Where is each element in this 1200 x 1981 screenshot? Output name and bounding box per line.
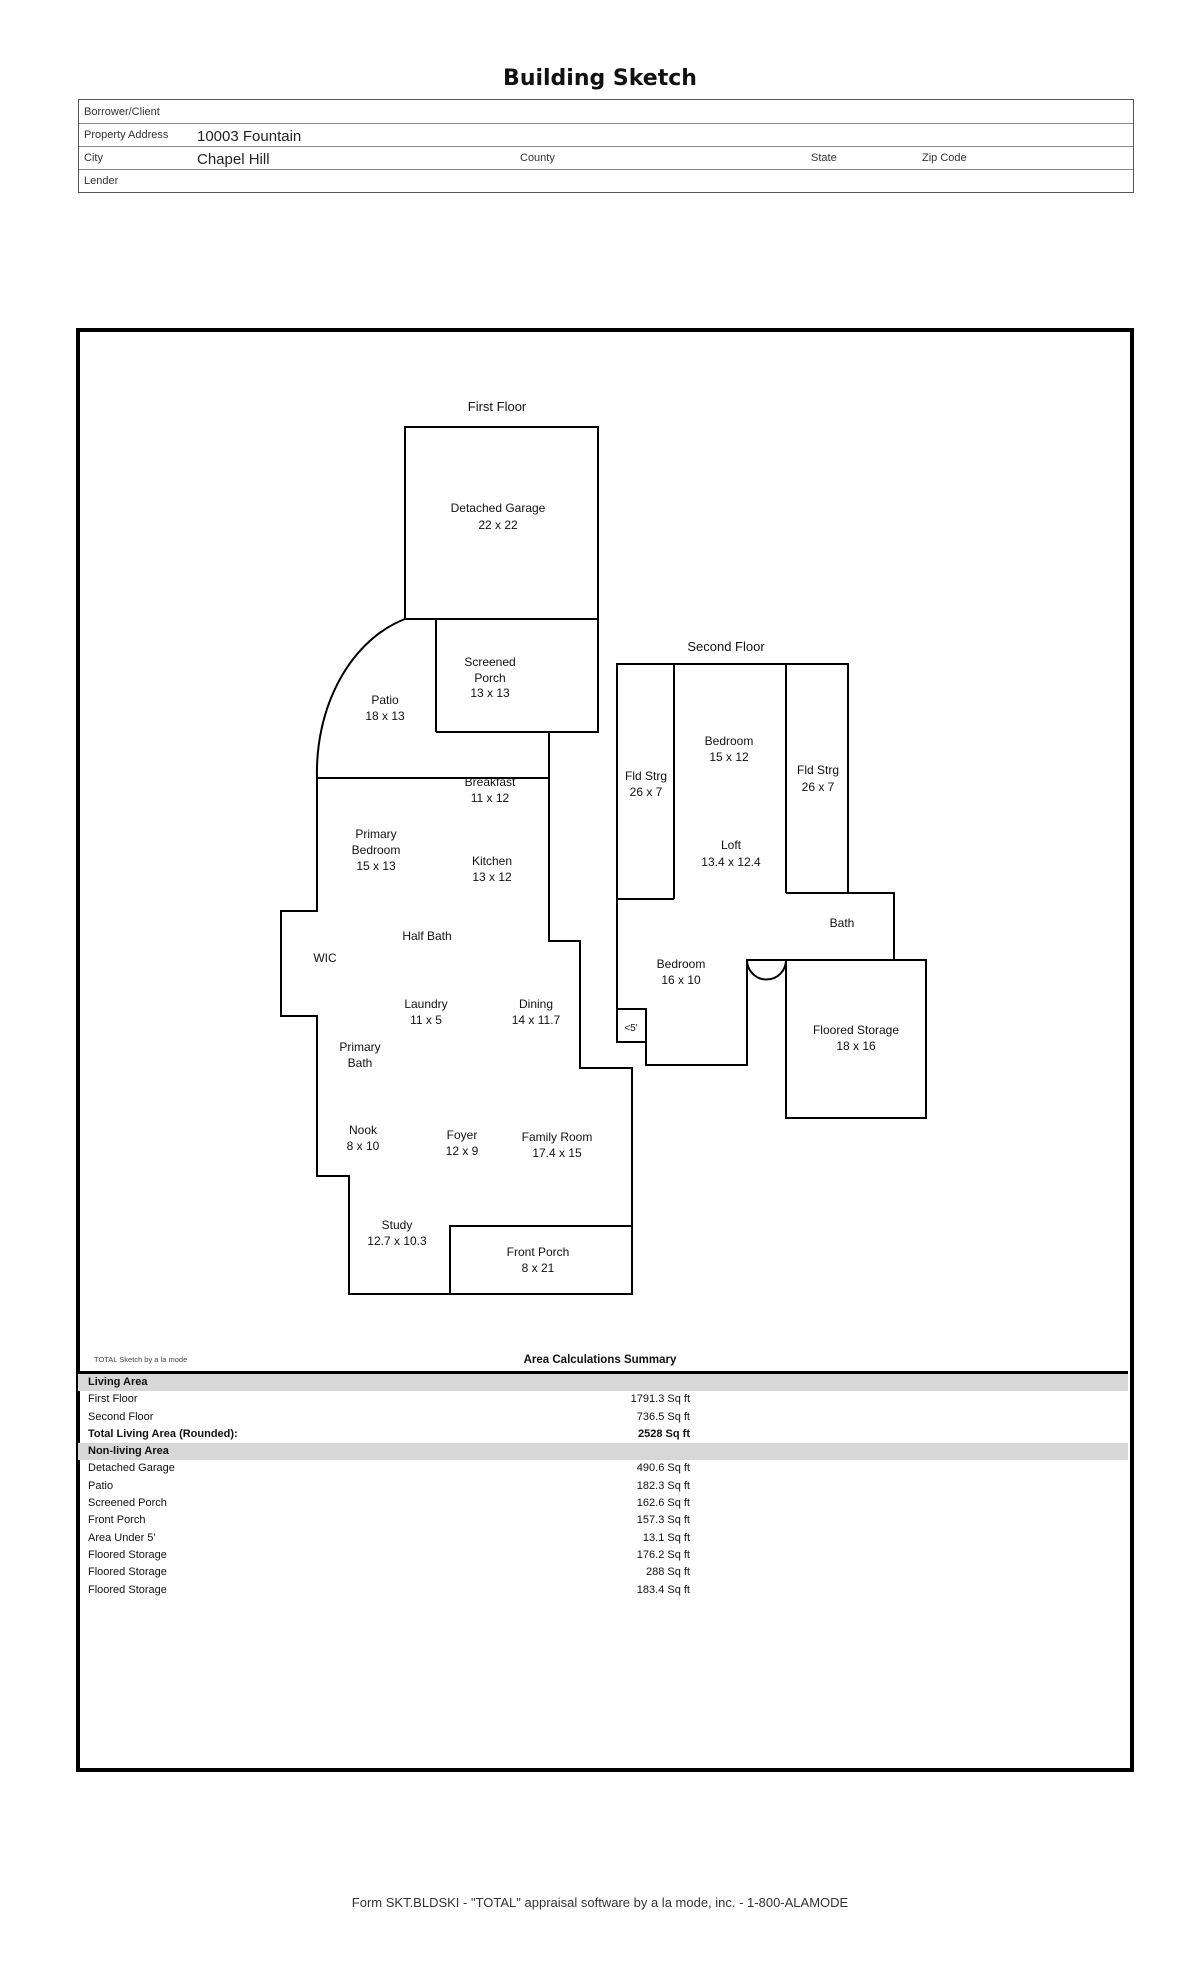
area-row-value: 490.6 Sq ft (636, 1462, 690, 1475)
area-row-name: Front Porch (88, 1514, 146, 1527)
front-porch-size: 8 x 21 (521, 1261, 555, 1275)
wic-name: WIC (313, 951, 337, 965)
patio-size: 18 x 13 (365, 709, 405, 723)
nook-name: Nook (348, 1123, 378, 1137)
fld-strg-right-size: 26 x 7 (801, 780, 835, 794)
address-label: Property Address (84, 129, 169, 141)
area-row-value: 736.5 Sq ft (636, 1410, 690, 1423)
breakfast-name: Breakfast (464, 775, 516, 789)
area-row-value: 1791.3 Sq ft (630, 1393, 690, 1406)
primary-bedroom-name: Primary (355, 827, 397, 841)
area-summary-table (78, 1371, 1128, 1599)
area-row-value: 157.3 Sq ft (636, 1514, 690, 1527)
under5-name: <5' (624, 1023, 638, 1034)
page-title: Building Sketch (503, 66, 697, 91)
kitchen-name: Kitchen (471, 854, 513, 868)
city-value: Chapel Hill (197, 151, 270, 168)
area-row (78, 1409, 1128, 1426)
screened-porch-name-2: Porch (474, 671, 506, 685)
garage-size: 22 x 22 (478, 518, 518, 532)
loft-name: Loft (720, 838, 742, 852)
area-row (78, 1564, 1128, 1581)
first-floor-title: First Floor (467, 399, 527, 414)
area-row-value: 13.1 Sq ft (642, 1531, 690, 1544)
dining-size: 14 x 11.7 (511, 1013, 561, 1027)
bath-name: Bath (829, 916, 855, 930)
nook-size: 8 x 10 (346, 1139, 380, 1153)
laundry-size: 11 x 5 (410, 1013, 442, 1027)
bedroom-lower-size: 16 x 10 (661, 973, 701, 987)
form-footer: Form SKT.BLDSKI - "TOTAL" appraisal software by a la mode, inc. - 1-800-ALAMODE (351, 1895, 849, 1910)
fld-strg-right-name: Fld Strg (796, 763, 840, 777)
city-label: City (84, 152, 103, 164)
primary-bath-name-2: Bath (347, 1056, 373, 1070)
area-row-name: Detached Garage (88, 1462, 175, 1475)
laundry-name: Laundry (404, 997, 448, 1011)
county-label: County (520, 152, 555, 164)
bedroom-upper-name: Bedroom (704, 734, 754, 748)
area-row-value: 182.3 Sq ft (636, 1479, 690, 1492)
zip-label: Zip Code (922, 152, 967, 164)
area-row-name: Floored Storage (88, 1566, 167, 1579)
fld-strg-left-size: 26 x 7 (629, 785, 663, 799)
study-name: Study (381, 1218, 413, 1232)
area-row-value: 176.2 Sq ft (636, 1548, 690, 1561)
area-row (78, 1512, 1128, 1529)
floored-storage-size: 18 x 16 (836, 1039, 876, 1053)
front-porch-outline (450, 1226, 632, 1294)
fld-strg-left-name: Fld Strg (624, 769, 668, 783)
area-row-name: Non-living Area (88, 1445, 169, 1458)
dining-name: Dining (518, 997, 554, 1011)
primary-bath-name: Primary (339, 1040, 381, 1054)
area-row (78, 1426, 1128, 1443)
area-section-header (78, 1443, 1128, 1460)
screened-porch-size: 13 x 13 (470, 686, 510, 700)
area-row-value: 162.6 Sq ft (636, 1497, 690, 1510)
garage-name: Detached Garage (450, 501, 546, 515)
lender-label: Lender (84, 175, 119, 187)
primary-bedroom-name-2: Bedroom (351, 843, 401, 857)
area-row (78, 1530, 1128, 1547)
area-section-header (78, 1374, 1128, 1391)
area-row (78, 1391, 1128, 1408)
area-row (78, 1582, 1128, 1599)
breakfast-size: 11 x 12 (470, 791, 510, 805)
area-row-name: Floored Storage (88, 1583, 167, 1596)
half-bath-name: Half Bath (402, 929, 452, 943)
kitchen-size: 13 x 12 (472, 870, 512, 884)
primary-bedroom-size: 15 x 13 (356, 859, 396, 873)
study-size: 12.7 x 10.3 (367, 1234, 427, 1248)
address-value: 10003 Fountain (197, 128, 302, 145)
borrower-label: Borrower/Client (84, 106, 160, 118)
sketch-credit: TOTAL Sketch by a la mode (94, 1355, 188, 1364)
foyer-name: Foyer (446, 1128, 478, 1142)
floored-storage-name: Floored Storage (812, 1023, 900, 1037)
area-summary-title: Area Calculations Summary (523, 1354, 677, 1366)
loft-size: 13.4 x 12.4 (701, 855, 761, 869)
area-row-name: Living Area (88, 1376, 148, 1388)
patio-name: Patio (371, 693, 399, 707)
front-porch-name: Front Porch (506, 1245, 570, 1259)
foyer-size: 12 x 9 (445, 1144, 479, 1158)
state-label: State (811, 152, 837, 164)
area-row-value: 183.4 Sq ft (636, 1583, 690, 1596)
second-floor-plan (617, 664, 926, 1118)
area-row (78, 1547, 1128, 1564)
area-row-name: Floored Storage (88, 1548, 167, 1561)
family-room-size: 17.4 x 15 (532, 1146, 582, 1160)
bedroom-upper-size: 15 x 12 (709, 750, 749, 764)
area-row-name: Total Living Area (Rounded): (88, 1427, 238, 1440)
area-row-name: Area Under 5' (88, 1531, 156, 1544)
area-row-value: 2528 Sq ft (638, 1427, 690, 1440)
screened-porch-name: Screened (464, 655, 516, 669)
bedroom-lower-name: Bedroom (656, 957, 706, 971)
area-row (78, 1478, 1128, 1495)
second-floor-title: Second Floor (687, 639, 765, 654)
area-row-name: Patio (88, 1479, 114, 1492)
area-row-value: 288 Sq ft (645, 1566, 690, 1579)
area-row-name: Second Floor (88, 1410, 154, 1423)
area-row-name: First Floor (88, 1393, 138, 1406)
area-row-name: Screened Porch (88, 1497, 167, 1510)
area-row (78, 1460, 1128, 1477)
family-room-name: Family Room (521, 1130, 593, 1144)
door-arc (747, 960, 786, 980)
first-floor-plan (281, 427, 632, 1294)
area-row (78, 1495, 1128, 1512)
